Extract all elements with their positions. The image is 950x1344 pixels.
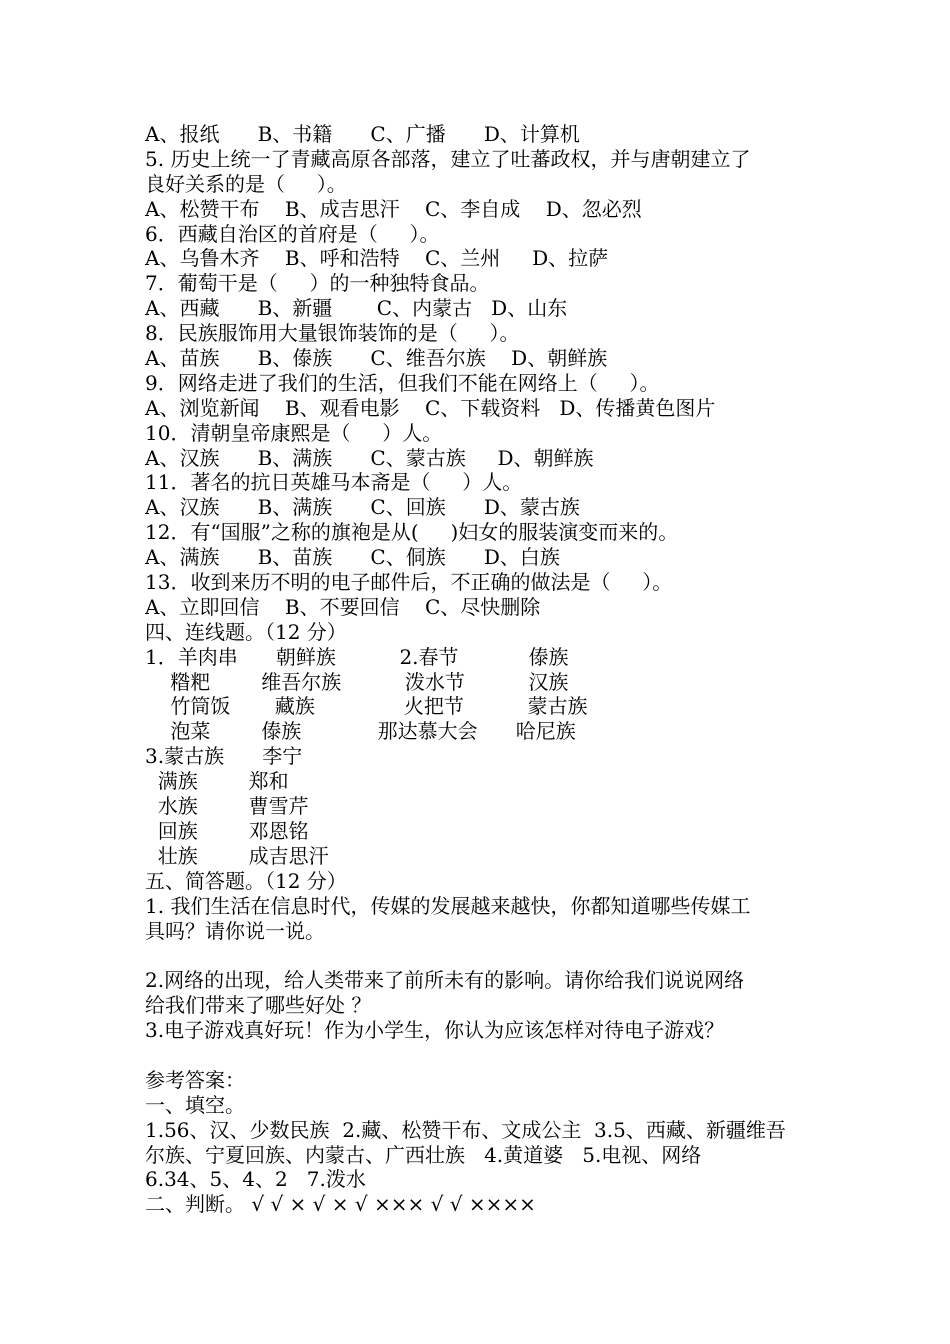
- answer-key-fill-3: 6.34、5、4、2 7.泼水: [145, 1167, 366, 1192]
- matching-row: 1．羊肉串 朝鲜族 2.春节 傣族: [145, 644, 569, 669]
- question-7: 7．葡萄干是（ ）的一种独特食品。: [145, 271, 490, 296]
- answer-key-judgement: 二、判断。 √ √ × √ × √ ××× √ √ ××××: [145, 1192, 536, 1217]
- answer-key-fill-heading: 一、填空。: [145, 1092, 245, 1117]
- document-page: [145, 122, 815, 1217]
- answer-key-heading: 参考答案：: [145, 1067, 245, 1092]
- question-5-cont: 良好关系的是（ ）。: [145, 171, 347, 196]
- question-9: 9．网络走进了我们的生活，但我们不能在网络上（ ）。: [145, 370, 660, 395]
- answer-options-10: A、汉族 B、满族 C、蒙古族 D、朝鲜族: [145, 445, 594, 470]
- answer-key-fill-2: 尔族、宁夏回族、内蒙古、广西壮族 4.黄道婆 5.电视、网络: [145, 1142, 702, 1167]
- question-11: 11．著名的抗日英雄马本斋是（ ）人。: [145, 470, 523, 495]
- question-8: 8．民族服饰用大量银饰装饰的是（ ）。: [145, 321, 520, 346]
- answer-options-6: A、乌鲁木齐 B、呼和浩特 C、兰州 D、拉萨: [145, 246, 609, 271]
- short-answer-1-cont: 具吗？请你说一说。: [145, 918, 325, 943]
- matching-row: 竹筒饭 藏族 火把节 蒙古族: [145, 694, 588, 719]
- matching-row: 壮族 成吉思汗: [145, 843, 329, 868]
- answer-options-9: A、浏览新闻 B、观看电影 C、下载资料 D、传播黄色图片: [145, 395, 716, 420]
- answer-options-12: A、满族 B、苗族 C、侗族 D、白族: [145, 545, 560, 570]
- short-answer-3: 3.电子游戏真好玩！作为小学生，你认为应该怎样对待电子游戏？: [145, 1018, 725, 1043]
- question-13: 13．收到来历不明的电子邮件后，不正确的做法是（ ）。: [145, 570, 673, 595]
- matching-row: 满族 郑和: [145, 769, 289, 794]
- matching-row: 糌粑 维吾尔族 泼水节 汉族: [145, 669, 569, 694]
- question-6: 6．西藏自治区的首府是（ ）。: [145, 221, 440, 246]
- answer-options-5: A、松赞干布 B、成吉思汗 C、李自成 D、忽必烈: [145, 196, 642, 221]
- answer-options-11: A、汉族 B、满族 C、回族 D、蒙古族: [145, 495, 580, 520]
- short-answer-2: 2.网络的出现，给人类带来了前所未有的影响。请你给我们说说网络: [145, 968, 745, 993]
- short-answer-2-cont: 给我们带来了哪些好处 ？: [145, 993, 372, 1018]
- answer-options-8: A、苗族 B、傣族 C、维吾尔族 D、朝鲜族: [145, 346, 608, 371]
- matching-row: 3.蒙古族 李宁: [145, 744, 303, 769]
- blank-line: [145, 943, 815, 968]
- question-10: 10．清朝皇帝康熙是（ ）人。: [145, 420, 443, 445]
- matching-row: 水族 曹雪芹: [145, 794, 309, 819]
- answer-key-fill-1: 1.56、汉、少数民族 2.藏、松赞干布、文成公主 3.5、西藏、新疆维吾: [145, 1117, 786, 1142]
- blank-line: [145, 1043, 815, 1068]
- section-heading-short-answer: 五、简答题。（12 分）: [145, 868, 347, 893]
- answer-options-4: A、报纸 B、书籍 C、广播 D、计算机: [145, 122, 580, 146]
- answer-options-7: A、西藏 B、新疆 C、内蒙古 D、山东: [145, 296, 568, 321]
- matching-row: 回族 邓恩铭: [145, 818, 309, 843]
- section-heading-matching: 四、连线题。（12 分）: [145, 619, 347, 644]
- question-5: 5. 历史上统一了青藏高原各部落，建立了吐蕃政权，并与唐朝建立了: [145, 146, 751, 171]
- answer-options-13: A、立即回信 B、不要回信 C、尽快删除: [145, 594, 541, 619]
- short-answer-1: 1. 我们生活在信息时代，传媒的发展越来越快，你都知道哪些传媒工: [145, 893, 751, 918]
- question-12: 12．有“国服”之称的旗袍是从( )妇女的服装演变而来的。: [145, 520, 679, 545]
- matching-row: 泡菜 傣族 那达慕大会 哈尼族: [145, 719, 576, 744]
